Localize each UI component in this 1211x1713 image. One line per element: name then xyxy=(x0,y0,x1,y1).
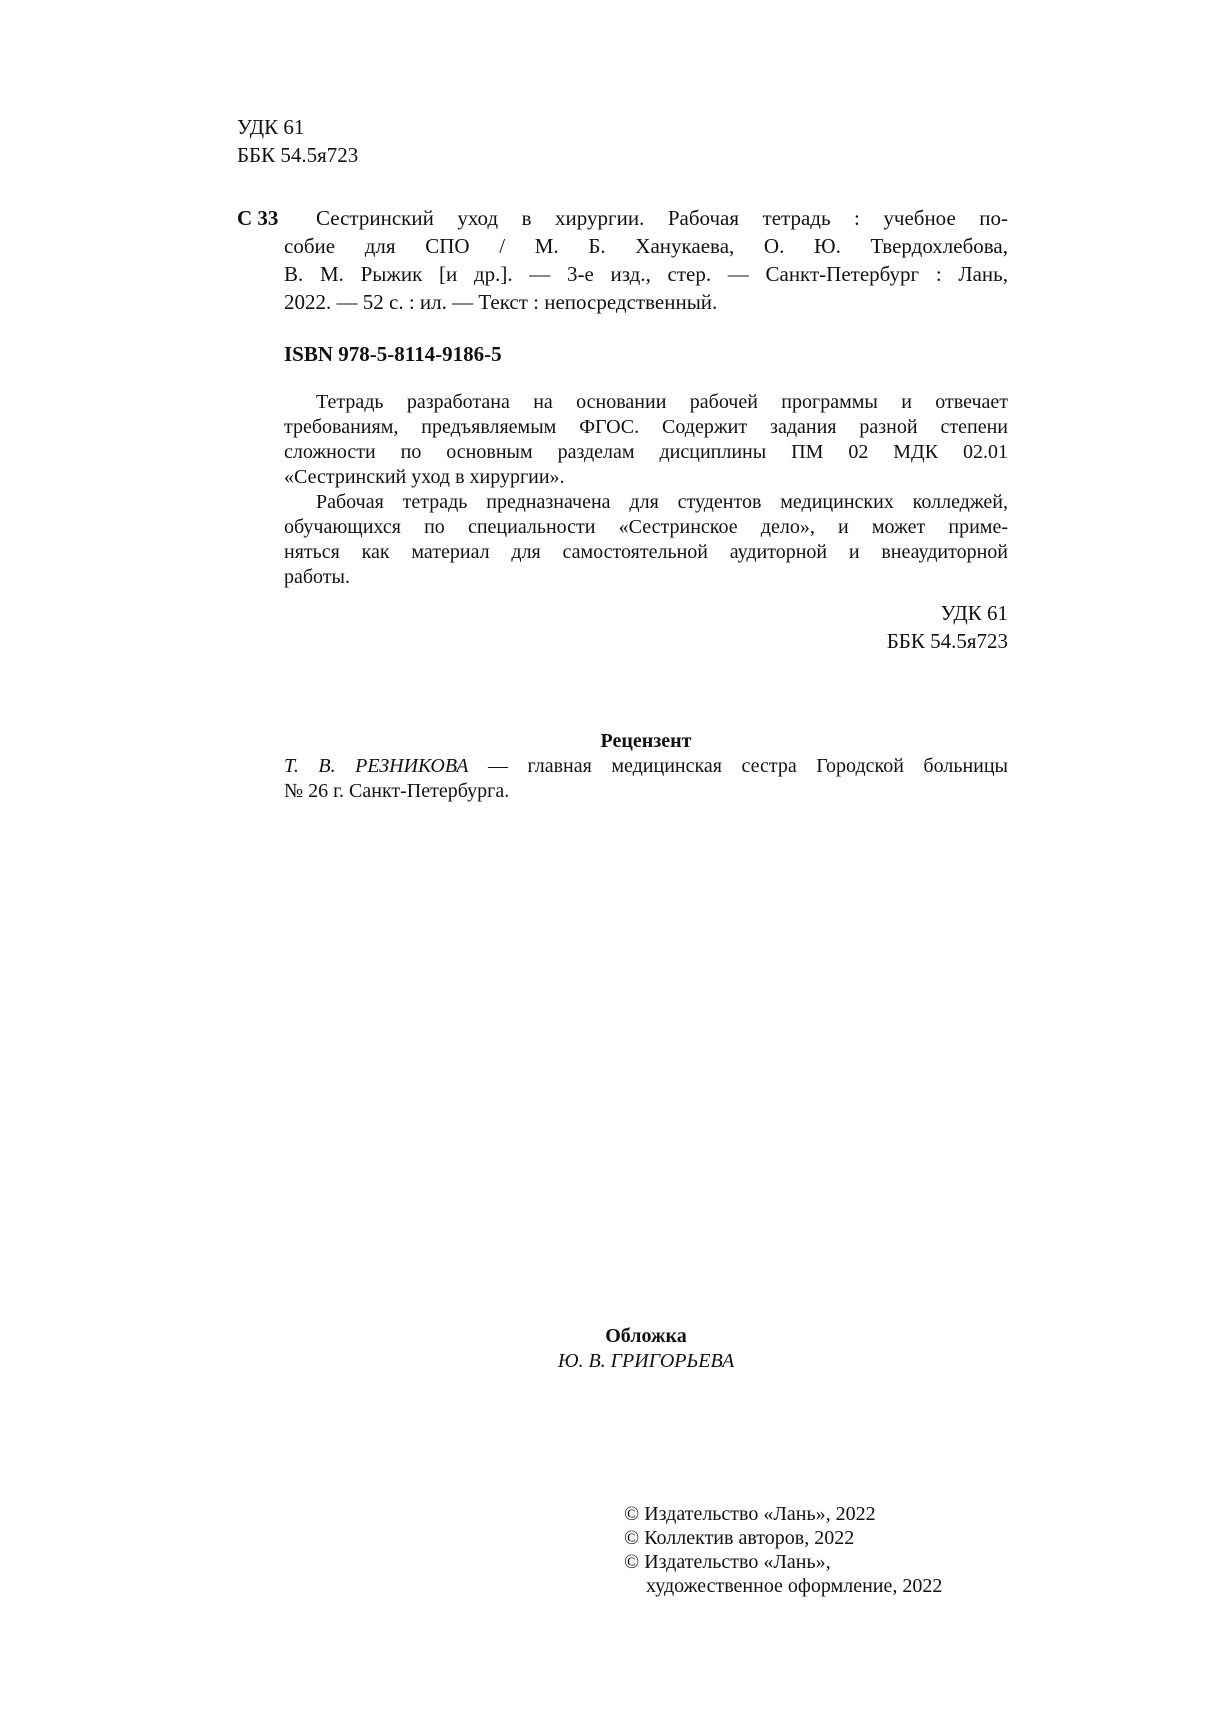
isbn: ISBN 978-5-8114-9186-5 xyxy=(284,342,502,366)
reviewer-role: — главная медицинская сестра Городской больницы xyxy=(468,755,1008,777)
cover-heading: Обложка xyxy=(605,1325,687,1347)
copyright-line: художественное оформление, 2022 xyxy=(646,1575,943,1597)
annotation-line: работы. xyxy=(284,566,350,588)
reviewer-heading: Рецензент xyxy=(600,730,692,752)
entry-line: Сестринский уход в хирургии. Рабочая тетрадь : учебное по- xyxy=(316,206,1008,230)
copyright-line: © Коллектив авторов, 2022 xyxy=(624,1527,855,1549)
entry-line: собие для СПО / М. Б. Ханукаева, О. Ю. Твердохлебова, xyxy=(284,234,1008,258)
reviewer-name: Т. В. РЕЗНИКОВА xyxy=(284,755,469,777)
annotation-line: обучающихся по специальности «Сестринское дело», и может приме- xyxy=(284,516,1008,538)
footer-udk: УДК 61 xyxy=(940,601,1008,625)
footer-bbk: ББК 54.5я723 xyxy=(886,629,1008,653)
entry-line: В. М. Рыжик [и др.]. — 3-е изд., стер. — Санкт-Петербург : Лань, xyxy=(284,262,1008,286)
copyright-line: © Издательство «Лань», 2022 xyxy=(624,1503,876,1525)
header-udk: УДК 61 xyxy=(237,115,305,139)
annotation-line: няться как материал для самостоятельной аудиторной и внеаудиторной xyxy=(284,541,1008,563)
annotation-line: Тетрадь разработана на основании рабочей программы и отвечает xyxy=(316,391,1008,413)
reviewer-line xyxy=(284,753,1008,779)
cover-designer: Ю. В. ГРИГОРЬЕВА xyxy=(557,1350,735,1372)
annotation-line: «Сестринский уход в хирургии». xyxy=(284,466,565,488)
author-code: С 33 xyxy=(237,206,279,230)
entry-line: 2022. — 52 с. : ил. — Текст : непосредственный. xyxy=(284,290,718,314)
annotation-line: сложности по основным разделам дисциплины ПМ 02 МДК 02.01 xyxy=(284,441,1008,463)
annotation-line: требованиям, предъявляемым ФГОС. Содержит задания разной степени xyxy=(284,416,1008,438)
header-bbk: ББК 54.5я723 xyxy=(237,143,359,167)
reviewer-line2: № 26 г. Санкт-Петербурга. xyxy=(284,780,510,802)
copyright-line: © Издательство «Лань», xyxy=(624,1551,831,1573)
annotation-line: Рабочая тетрадь предназначена для студентов медицинских колледжей, xyxy=(316,491,1008,513)
